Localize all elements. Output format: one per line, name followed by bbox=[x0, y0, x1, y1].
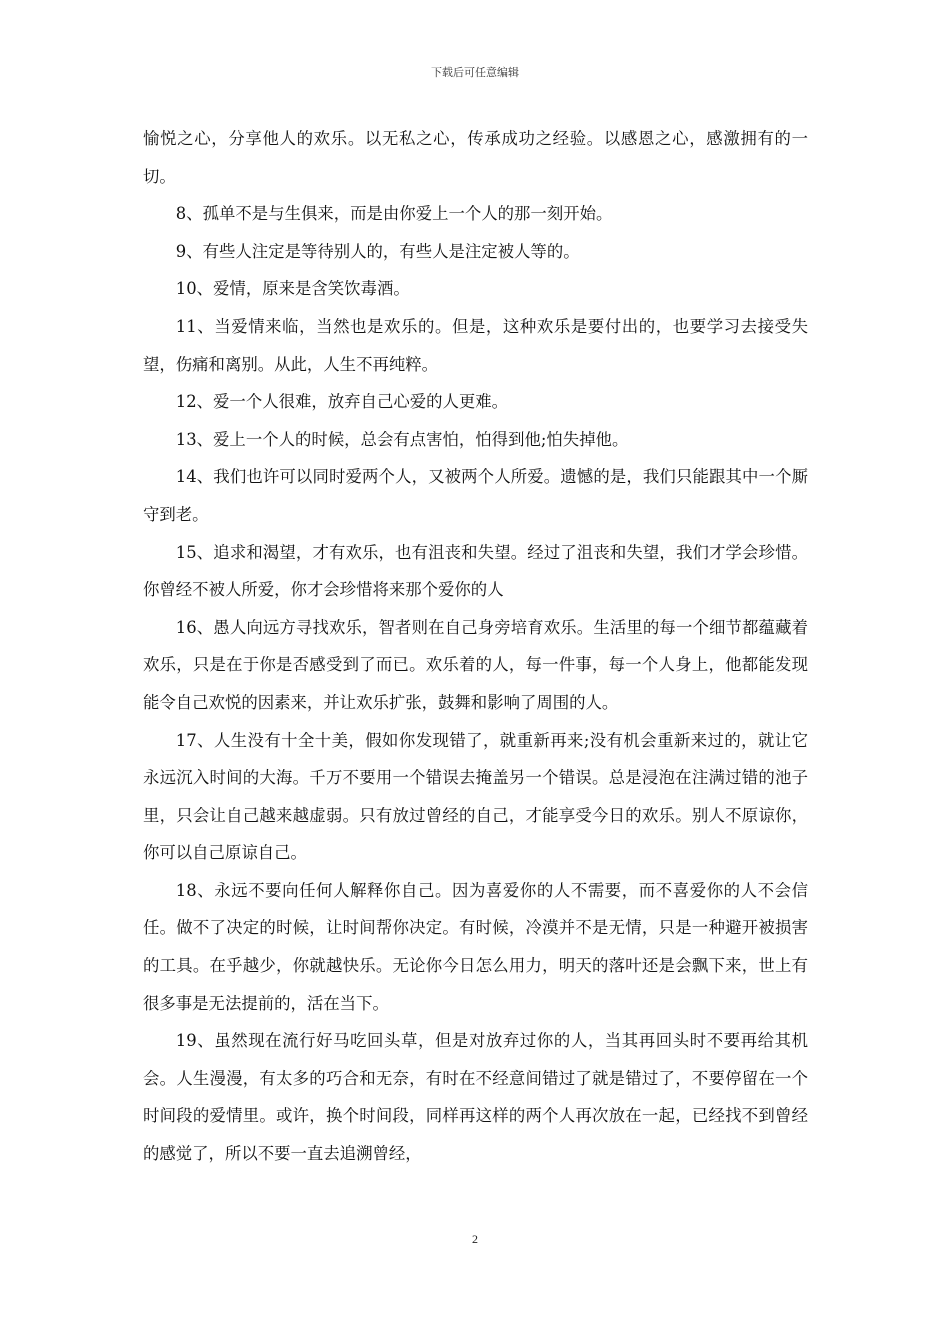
page-header: 下载后可任意编辑 bbox=[431, 66, 519, 79]
paragraph-item-17: 17、人生没有十全十美，假如你发现错了，就重新再来;没有机会重新来过的，就让它永远沉入时间的大海。千万不要用一个错误去掩盖另一个错误。总是浸泡在注满过错的池子里，只会让自己越来越虚弱。只有放过曾经的自己，才能享受今日的欢乐。别人不原谅你，你可以自己原谅自己。 bbox=[143, 730, 808, 863]
paragraph-item-8: 8、孤单不是与生俱来，而是由你爱上一个人的那一刻开始。 bbox=[175, 204, 613, 224]
page-number: 2 bbox=[472, 1232, 478, 1246]
paragraph-continuation: 愉悦之心，分享他人的欢乐。以无私之心，传承成功之经验。以感恩之心，感激拥有的一切。 bbox=[143, 129, 808, 186]
paragraph-item-14: 14、我们也许可以同时爱两个人，又被两个人所爱。遗憾的是，我们只能跟其中一个厮守到老。 bbox=[143, 467, 808, 524]
paragraph-item-13: 13、爱上一个人的时候，总会有点害怕，怕得到他;怕失掉他。 bbox=[175, 429, 629, 449]
document-body bbox=[143, 120, 808, 1173]
paragraph-item-9: 9、有些人注定是等待别人的，有些人是注定被人等的。 bbox=[175, 241, 580, 261]
paragraph-item-10: 10、爱情，原来是含笑饮毒酒。 bbox=[175, 279, 410, 299]
paragraph-item-19: 19、虽然现在流行好马吃回头草，但是对放弃过你的人，当其再回头时不要再给其机会。人生漫漫，有太多的巧合和无奈，有时在不经意间错过了就是错过了，不要停留在一个时间段的爱情里。或许，换个时间段，同样再这样的两个人再次放在一起，已经找不到曾经的感觉了，所以不要一直去追溯曾经， bbox=[143, 1031, 808, 1164]
paragraph-item-12: 12、爱一个人很难，放弃自己心爱的人更难。 bbox=[175, 392, 509, 412]
paragraph-item-15: 15、追求和渴望，才有欢乐，也有沮丧和失望。经过了沮丧和失望，我们才学会珍惜。你曾经不被人所爱，你才会珍惜将来那个爱你的人 bbox=[143, 542, 808, 600]
paragraph-item-16: 16、愚人向远方寻找欢乐，智者则在自己身旁培育欢乐。生活里的每一个细节都蕴藏着欢乐，只是在于你是否感受到了而已。欢乐着的人，每一件事，每一个人身上，他都能发现能令自己欢悦的因素来，并让欢乐扩张，鼓舞和影响了周围的人。 bbox=[143, 617, 808, 712]
paragraph-item-18: 18、永远不要向任何人解释你自己。因为喜爱你的人不需要，而不喜爱你的人不会信任。做不了决定的时候，让时间帮你决定。有时候，冷漠并不是无情，只是一种避开被损害的工具。在乎越少，你就越快乐。无论你今日怎么用力，明天的落叶还是会飘下来，世上有很多事是无法提前的，活在当下。 bbox=[143, 880, 808, 1013]
paragraph-item-11: 11、当爱情来临，当然也是欢乐的。但是，这种欢乐是要付出的，也要学习去接受失望，伤痛和离别。从此，人生不再纯粹。 bbox=[143, 316, 808, 374]
